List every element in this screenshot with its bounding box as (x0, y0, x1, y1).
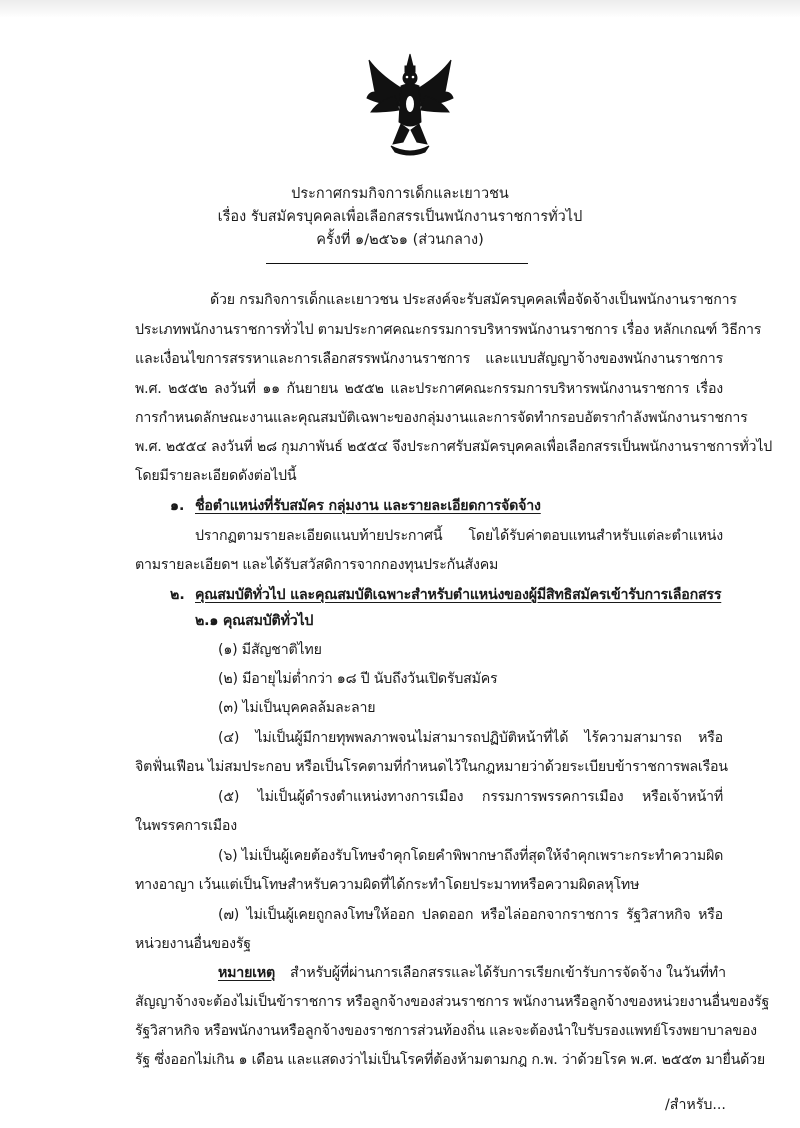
intro-line: พ.ศ. ๒๕๕๒ ลงวันที่ ๑๑ กันยายน ๒๕๕๒ และประกาศคณะกรรมการบริหารพนักงานราชการ เรื่อง (135, 381, 723, 397)
qualification-item: (๕) ไม่เป็นผู้ดำรงตำแหน่งทางการเมือง กรรมการพรรคการเมือง หรือเจ้าหน้าที่ (218, 789, 723, 805)
page-continuation: /สำหรับ... (665, 1097, 726, 1113)
qualification-item-cont: หน่วยงานอื่นของรัฐ (135, 936, 251, 952)
subsection-title: ๒.๑ คุณสมบัติทั่วไป (195, 613, 314, 629)
garuda-emblem-icon (365, 52, 455, 156)
qualification-item-cont: จิตฟั่นเฟือน ไม่สมประกอบ หรือเป็นโรคตามที่กำหนดไว้ในกฎหมายว่าด้วยระเบียบข้าราชการพลเรือน (135, 759, 728, 775)
section-number: ๒. (170, 587, 185, 603)
announcement-round: ครั้งที่ ๑/๒๕๖๑ (ส่วนกลาง) (316, 232, 484, 248)
note-line: สำหรับผู้ที่ผ่านการเลือกสรรและได้รับการเรียกเข้ารับการจัดจ้าง ในวันที่ทำ (290, 965, 726, 981)
section-body-line: ตามรายละเอียดฯ และได้รับสวัสดิการจากกองทุนประกันสังคม (135, 557, 499, 573)
intro-line: การกำหนดลักษณะงานและคุณสมบัติเฉพาะของกลุ่มงานและการจัดทำกรอบอัตรากำลังพนักงานราชการ (135, 410, 748, 426)
qualification-item-cont: ทางอาญา เว้นแต่เป็นโทษสำหรับความผิดที่ได้กระทำโดยประมาทหรือความผิดลหุโทษ (135, 877, 640, 893)
section-body-line: ปรากฏตามรายละเอียดแนบท้ายประกาศนี้ โดยได้รับค่าตอบแทนสำหรับแต่ละตำแหน่ง (195, 528, 723, 544)
note-line: สัญญาจ้างจะต้องไม่เป็นข้าราชการ หรือลูกจ้างของส่วนราชการ พนักงานหรือลูกจ้างของหน่วยงานอื่นของรัฐ (135, 994, 770, 1010)
section-number: ๑. (170, 498, 185, 514)
header-divider (266, 263, 528, 264)
intro-line: ด้วย กรมกิจการเด็กและเยาวชน ประสงค์จะรับสมัครบุคคลเพื่อจัดจ้างเป็นพนักงานราชการ (210, 292, 737, 308)
section-title: ชื่อตำแหน่งที่รับสมัคร กลุ่มงาน และรายละเอียดการจัดจ้าง (195, 498, 541, 514)
qualification-item: (๖) ไม่เป็นผู้เคยต้องรับโทษจำคุกโดยคำพิพากษาถึงที่สุดให้จำคุกเพราะกระทำความผิด (218, 848, 724, 864)
announcement-title: ประกาศกรมกิจการเด็กและเยาวชน (291, 186, 509, 202)
scan-shadow (0, 0, 800, 18)
qualification-item: (๓) ไม่เป็นบุคคลล้มละลาย (218, 700, 376, 716)
note-label: หมายเหตุ (218, 965, 275, 981)
announcement-subject: เรื่อง รับสมัครบุคคลเพื่อเลือกสรรเป็นพนักงานราชการทั่วไป (217, 209, 583, 225)
intro-line: และเงื่อนไขการสรรหาและการเลือกสรรพนักงานราชการ และแบบสัญญาจ้างของพนักงานราชการ (135, 351, 723, 367)
note-line: รัฐ ซึ่งออกไม่เกิน ๑ เดือน และแสดงว่าไม่เป็นโรคที่ต้องห้ามตามกฎ ก.พ. ว่าด้วยโรค พ.ศ. ๒๕๕๓ มายื่นด้วย (135, 1052, 766, 1068)
intro-line: โดยมีรายละเอียดดังต่อไปนี้ (135, 468, 297, 484)
qualification-item: (๔) ไม่เป็นผู้มีกายทุพพลภาพจนไม่สามารถปฏิบัติหน้าที่ได้ ไร้ความสามารถ หรือ (218, 730, 723, 746)
section-title: คุณสมบัติทั่วไป และคุณสมบัติเฉพาะสำหรับตำแหน่งของผู้มีสิทธิสมัครเข้ารับการเลือกสรร (195, 587, 722, 603)
note-line: รัฐวิสาหกิจ หรือพนักงานหรือลูกจ้างของราชการส่วนท้องถิ่น และจะต้องนำใบรับรองแพทย์โรงพยาบาลของ (135, 1023, 757, 1039)
intro-line: ประเภทพนักงานราชการทั่วไป ตามประกาศคณะกรรมการบริหารพนักงานราชการ เรื่อง หลักเกณฑ์ วิธีการ (135, 322, 762, 338)
qualification-item-cont: ในพรรคการเมือง (135, 818, 237, 834)
qualification-item: (๗) ไม่เป็นผู้เคยถูกลงโทษให้ออก ปลดออก หรือไล่ออกจากราชการ รัฐวิสาหกิจ หรือ (218, 907, 723, 923)
qualification-item: (๑) มีสัญชาติไทย (218, 642, 322, 658)
qualification-item: (๒) มีอายุไม่ต่ำกว่า ๑๘ ปี นับถึงวันเปิดรับสมัคร (218, 671, 498, 687)
intro-line: พ.ศ. ๒๕๕๔ ลงวันที่ ๒๘ กุมภาพันธ์ ๒๕๕๔ จึงประกาศรับสมัครบุคคลเพื่อเลือกสรรเป็นพนักงานราชการทั่วไป (135, 439, 773, 455)
